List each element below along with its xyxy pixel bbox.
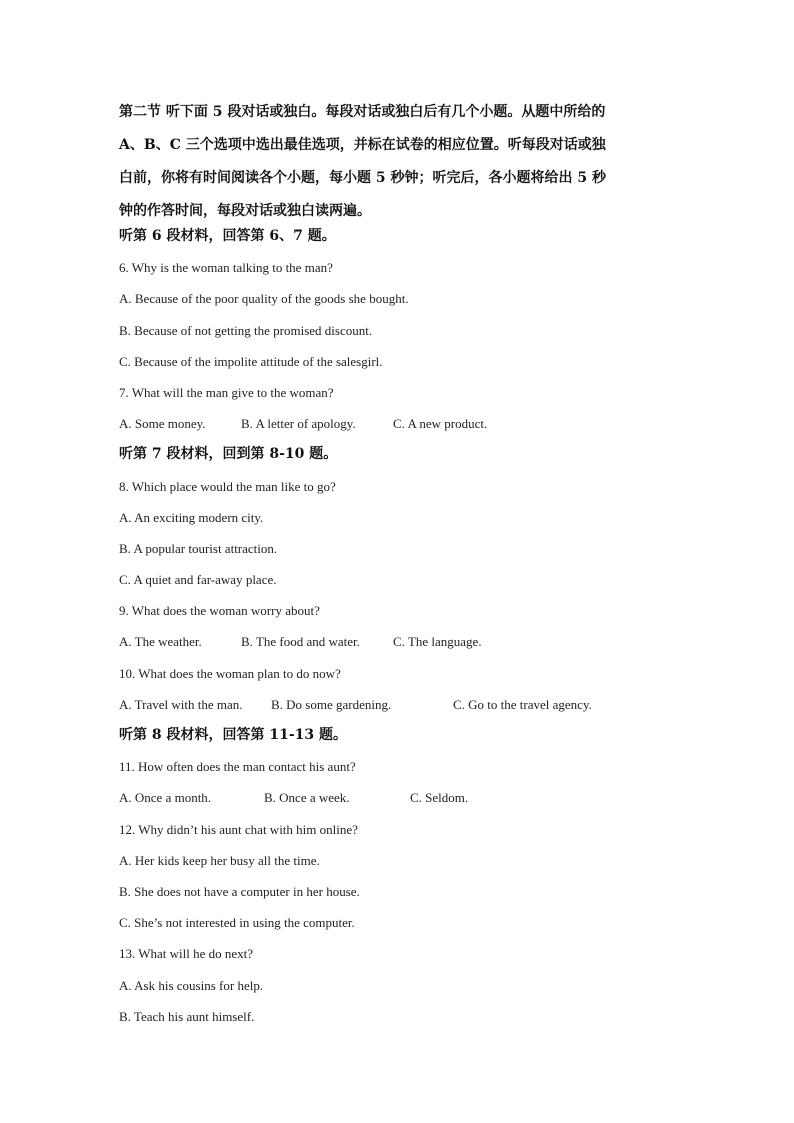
option-a: A. Because of the poor quality of the goods she bought. [119,291,409,307]
question-8: 8. Which place would the man like to go? [119,478,336,494]
option-b: B. A popular tourist attraction. [119,540,278,556]
instruction-line: 钟的作答时间，每段对话或独白读两遍。 [119,203,371,219]
option-b: B. Do some gardening. [271,696,392,712]
option-a: A. Some money. [119,416,206,432]
option-c: C. A quiet and far-away place. [119,572,277,588]
question-list [119,221,719,1032]
option-a: A. The weather. [119,634,202,650]
option-b: B. Teach his aunt himself. [119,1008,255,1024]
question-6: 6. Why is the woman talking to the man? [119,260,333,276]
question-10: 10. What does the woman plan to do now? [119,665,341,681]
option-c: C. The language. [393,634,482,650]
option-a: A. An exciting modern city. [119,509,264,525]
option-b: B. Once a week. [264,790,350,806]
question-11: 11. How often does the man contact his aunt? [119,759,356,775]
option-c: C. Go to the travel agency. [453,696,592,712]
question-12: 12. Why didn’t his aunt chat with him online? [119,821,358,837]
option-a: A. Her kids keep her busy all the time. [119,852,320,868]
option-a: A. Once a month. [119,790,212,806]
instruction-line: 第二节 听下面 5 段对话或独白。每段对话或独白后有几个小题。从题中所给的 [119,104,606,120]
options-row [119,626,719,657]
question-7: 7. What will the man give to the woman? [119,384,334,400]
options-row [119,408,719,439]
option-c: C. Because of the impolite attitude of the salesgirl. [119,353,383,369]
question-9: 9. What does the woman worry about? [119,603,320,619]
instruction-line: 白前，你将有时间阅读各个小题，每小题 5 秒钟；听完后，各小题将给出 5 秒 [119,170,606,186]
option-b: B. A letter of apology. [241,416,356,432]
option-a: A. Travel with the man. [119,696,243,712]
options-row [119,782,719,813]
option-c: C. A new product. [393,416,488,432]
option-c: C. Seldom. [410,790,469,806]
section-header: 听第 8 段材料，回答第 11-13 题。 [119,727,348,743]
options-row [119,689,719,720]
option-c: C. She’s not interested in using the computer. [119,915,355,931]
question-13: 13. What will he do next? [119,946,254,962]
option-b: B. The food and water. [241,634,360,650]
instruction-line: A、B、C 三个选项中选出最佳选项，并标在试卷的相应位置。听每段对话或独 [119,137,606,153]
instructions [119,96,679,228]
option-a: A. Ask his cousins for help. [119,977,264,993]
section-header: 听第 6 段材料，回答第 6、7 题。 [119,228,336,244]
option-b: B. Because of not getting the promised discount. [119,322,373,338]
section-header: 听第 7 段材料，回到第 8-10 题。 [119,446,338,463]
option-b: B. She does not have a computer in her house. [119,883,360,899]
